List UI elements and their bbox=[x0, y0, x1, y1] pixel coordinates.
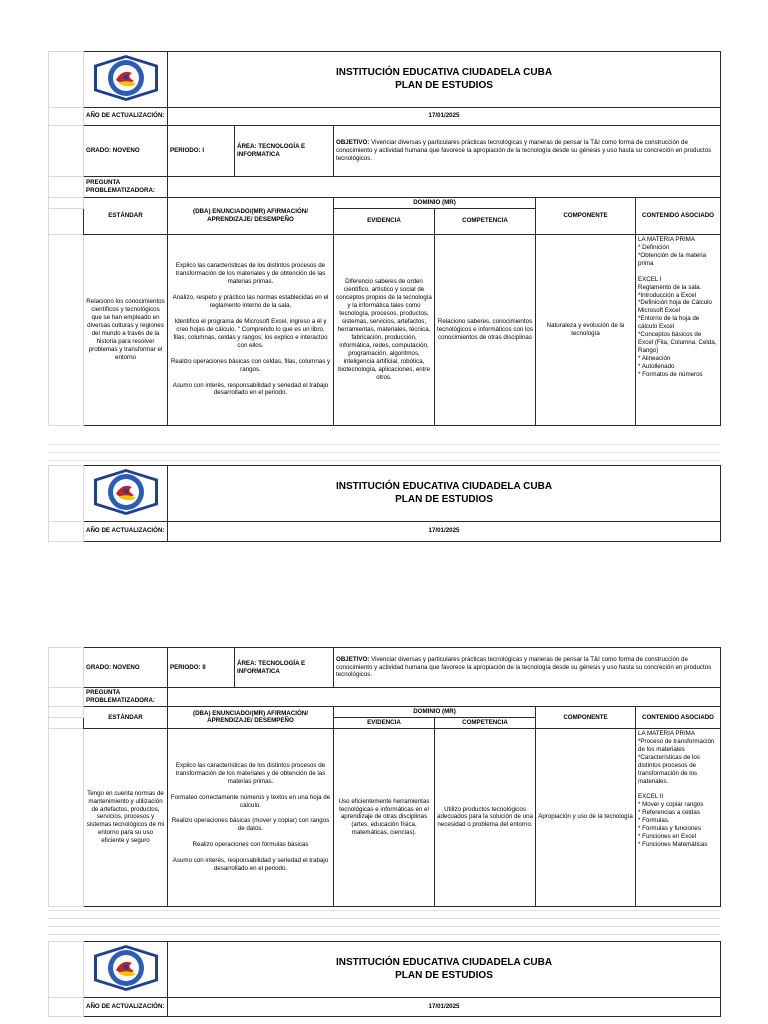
grid-cell bbox=[49, 688, 84, 707]
update-date: 17/01/2025 bbox=[168, 997, 721, 1016]
school-logo-cell bbox=[84, 466, 168, 522]
grid-cell bbox=[49, 942, 84, 998]
evidence-header: EVIDENCIA bbox=[334, 208, 435, 234]
grid-cell bbox=[49, 125, 84, 176]
standard-text: Relaciono los conocimientos científicos y tecnológicos que se han empleado en diversas culturas y regiones del mundo a través de la historia para resolver problemas y transformar el entorno bbox=[84, 234, 168, 425]
evidence-text: Uso eficientemente herramientas tecnológicas e informáticas en el aprendizaje de otras disciplinas (artes, educación física, matemáticas, ciencias). bbox=[334, 728, 435, 906]
grid-cell bbox=[49, 197, 84, 208]
grid-cell bbox=[49, 997, 84, 1016]
school-logo-cell bbox=[84, 942, 168, 998]
plan-header-repeat-1 bbox=[48, 465, 721, 542]
document-title-cell bbox=[168, 52, 721, 108]
content-header: CONTENIDO ASOCIADO bbox=[636, 707, 721, 729]
problem-question-value bbox=[168, 176, 721, 197]
gridline bbox=[48, 918, 720, 919]
evidence-text: Diferencio saberes de orden científico, artístico y social de conceptos propios de la tecnología y la informática tales como tecnología, procesos, productos, sistemas, servicios, artefactos, herramientas, materiales, técnica, fabricación, producción, informática, redes, computación, programación, algoritmos, inteligencia artificial, robótica, biotecnología, aplicaciones, entre otros. bbox=[334, 234, 435, 425]
component-text: Naturaleza y evolución de la tecnología bbox=[536, 234, 636, 425]
area-label: ÁREA: TECNOLOGÍA E INFORMATICA bbox=[235, 125, 334, 176]
gridline bbox=[48, 910, 720, 911]
domain-header: DOMINIO (MR) bbox=[334, 707, 536, 718]
gridline bbox=[48, 460, 720, 461]
school-logo-cell bbox=[84, 52, 168, 108]
update-label: AÑO DE ACTUALIZACIÓN: bbox=[84, 521, 168, 541]
grid-cell bbox=[49, 107, 84, 125]
grid-cell bbox=[49, 707, 84, 718]
period-label: PERIODO: II bbox=[168, 648, 235, 688]
gridline bbox=[48, 934, 720, 935]
problem-question-label: PREGUNTA PROBLEMATIZADORA: bbox=[84, 176, 168, 197]
dba-header: (DBA) ENUNCIADO/(MR) AFIRMACIÓN/ APRENDIZAJE/ DESEMPEÑO bbox=[168, 197, 334, 234]
component-header: COMPONENTE bbox=[536, 197, 636, 234]
competence-header: COMPETENCIA bbox=[435, 717, 536, 728]
dba-text: Explico las características de los distintos procesos de transformación de los materiales y de obtención de las materias primas. Formateo correctamente números y textos en una hoja de cálculo. Realizo operaciones básicas (mover y copiar) con rangos de datos. Realizo operaciones con fórmulas básicas Asumo con interés, responsabilidad y seriedad el trabajo desarrollado en el periodo. bbox=[168, 728, 334, 906]
grid-cell bbox=[49, 176, 84, 197]
gridline bbox=[48, 444, 720, 445]
dba-header: (DBA) ENUNCIADO/(MR) AFIRMACIÓN/ APRENDIZAJE/ DESEMPEÑO bbox=[168, 707, 334, 729]
update-date: 17/01/2025 bbox=[168, 521, 721, 541]
grid-cell bbox=[49, 208, 84, 234]
problem-question-value bbox=[168, 688, 721, 707]
content-header: CONTENIDO ASOCIADO bbox=[636, 197, 721, 234]
institution-name: INSTITUCIÓN EDUCATIVA CIUDADELA CUBA bbox=[335, 481, 553, 493]
document-title-cell bbox=[168, 466, 721, 522]
plan-table-period-1 bbox=[48, 51, 721, 426]
grid-cell bbox=[49, 466, 84, 522]
plan-table-period-2 bbox=[48, 647, 721, 907]
grade-label: GRADO: NOVENO bbox=[84, 125, 168, 176]
objective-text: OBJETIVO: Vivenciar diversas y particulares prácticas tecnológicas y maneras de pensar la T&I como forma de construcción de conocimiento y actividad humana que favorece la apropiación de la tecnología desde su génesis y uso hasta su concreción en productos tecnológicos. bbox=[334, 648, 721, 688]
gridline bbox=[48, 452, 720, 453]
plan-title: PLAN DE ESTUDIOS bbox=[395, 970, 493, 982]
school-shield-logo bbox=[88, 943, 164, 993]
content-text: LA MATERIA PRIMA *Proceso de transformación de los materiales *Características de los distintos procesos de transformación de los materiales. EXCEL II * Mover y copiar rangos * Referencias a celdas * Fórmulas. * Fórmulas y funciones * Funciones en Excel * Funciones Matemáticas bbox=[636, 728, 721, 906]
standard-header: ESTÁNDAR bbox=[84, 707, 168, 729]
school-shield-logo bbox=[88, 53, 164, 103]
plan-title: PLAN DE ESTUDIOS bbox=[395, 80, 493, 92]
domain-header: DOMINIO (MR) bbox=[334, 197, 536, 208]
update-label: AÑO DE ACTUALIZACIÓN: bbox=[84, 107, 168, 125]
standard-header: ESTÁNDAR bbox=[84, 197, 168, 234]
competence-text: Relaciono saberes, conocimientos tecnológicos e informáticos con los conocimientos de otras disciplinas bbox=[435, 234, 536, 425]
grid-cell bbox=[49, 728, 84, 906]
plan-title: PLAN DE ESTUDIOS bbox=[395, 494, 493, 506]
gridline bbox=[48, 926, 720, 927]
grid-cell bbox=[49, 521, 84, 541]
update-date: 17/01/2025 bbox=[168, 107, 721, 125]
grid-cell bbox=[49, 52, 84, 108]
update-label: AÑO DE ACTUALIZACIÓN: bbox=[84, 997, 168, 1016]
objective-text: OBJETIVO: Vivenciar diversas y particulares prácticas tecnológicas y maneras de pensar la T&I como forma de construcción de conocimiento y actividad humana que favorece la apropiación de la tecnología desde su génesis y uso hasta su concreción en productos tecnológicos. bbox=[334, 125, 721, 176]
plan-header-repeat-2 bbox=[48, 941, 721, 1017]
dba-text: Explico las características de los distintos procesos de transformación de los materiales y de obtención de las materias primas. Analizo, respeto y práctico las normas establecidas en el reglamento interno de la sala. Identifico el programa de Microsoft Excel, ingreso a él y creo hojas de cálculo. " Comprendo lo que es un libro, filas, columnas, celdas y rangos; los explico e interactúo con ellos. Realizo operaciones básicas con celdas, filas, columnas y rangos. Asumo con interés, responsabilidad y seriedad el trabajo desarrollado en el periodo. bbox=[168, 234, 334, 425]
area-label: ÁREA: TECNOLOGÍA E INFORMATICA bbox=[235, 648, 334, 688]
grid-cell bbox=[49, 234, 84, 425]
grid-cell bbox=[49, 648, 84, 688]
institution-name: INSTITUCIÓN EDUCATIVA CIUDADELA CUBA bbox=[335, 957, 553, 969]
grid-cell bbox=[49, 717, 84, 728]
competence-text: Utilizo productos tecnológicos adecuados para la solución de una necesidad o problema del entorno. bbox=[435, 728, 536, 906]
grade-label: GRADO: NOVENO bbox=[84, 648, 168, 688]
institution-name: INSTITUCIÓN EDUCATIVA CIUDADELA CUBA bbox=[335, 67, 553, 79]
standard-text: Tengo en cuenta normas de mantenimiento y utilización de artefactos, productos, servicios, procesos y sistemas tecnológicos de mi entorno para su uso eficiente y seguro bbox=[84, 728, 168, 906]
component-header: COMPONENTE bbox=[536, 707, 636, 729]
period-label: PERIODO: I bbox=[168, 125, 235, 176]
problem-question-label: PREGUNTA PROBLEMATIZADORA: bbox=[84, 688, 168, 707]
document-title-cell bbox=[168, 942, 721, 998]
component-text: Apropiación y uso de la tecnología bbox=[536, 728, 636, 906]
school-shield-logo bbox=[88, 467, 164, 517]
competence-header: COMPETENCIA bbox=[435, 208, 536, 234]
content-text: LA MATERIA PRIMA * Definición *Obtención de la materia prima EXCEL I Reglamento de la sala. *Introducción a Excel *Definición hoja de Cálculo Microsoft Excel *Entorno de la hoja de cálculo Excel *Conceptos básicos de Excel (Fila, Columna, Celda, Rango) * Alineación * Autollenado * Formatos de números bbox=[636, 234, 721, 425]
evidence-header: EVIDENCIA bbox=[334, 717, 435, 728]
